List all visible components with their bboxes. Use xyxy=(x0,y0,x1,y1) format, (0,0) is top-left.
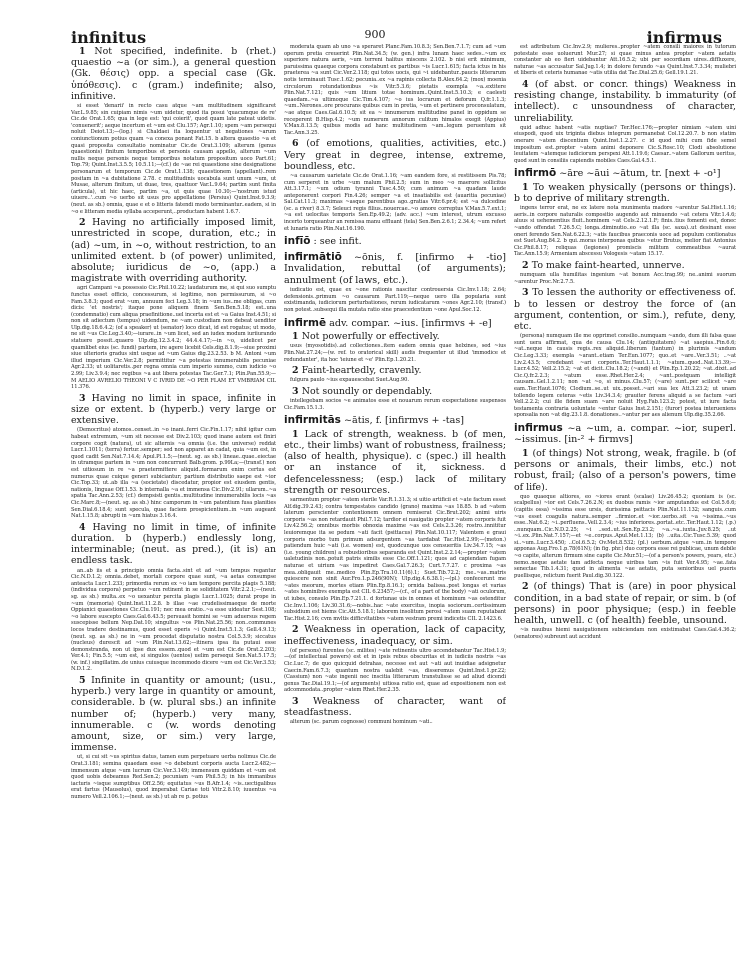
sense-definition xyxy=(514,581,736,626)
sense-number: 2 xyxy=(79,217,93,229)
dictionary-entry xyxy=(514,168,736,180)
citation-block: ingens terror erat, ne ex latere nota munimenta madore ~arentur Sal.Hist.1.16; aeris..in corpore naturalis compositio augendo aut minuendo ~at cetera Vitr.1.4.6; aluus si uehementius fluit..hominem ~at Cels.2.12.1.F; finis..tius fomenti est, donec ~ando offendat 7.26.5.C; longa..diminutio..eo ~at illa (sc. saxa)..ut desinant esse oneri ferendo Sen.Nat.6.22.3; ~atis faucibus praeconis uoce ad populum contionatus est Suet.Aug.84.2. b qui..moras interponas quibus ~etur Brutus, melior fiat Antonius Cic.Phil.8.17; reliquas (legiones) promiscis militum commeatibus ~aurat Tac.Ann.15.9; Armeniam abscessu Vologesis ~atam 15.17. xyxy=(514,205,736,258)
sense-text: Having no limit in space, infinite in size or extent. b (hyperb.) very large or extensive. xyxy=(71,392,276,427)
citation-block: moderata quam ab uno ~a speraret Planc.Fam.10.8.3; Sen.Ben.7.1.7; cum ad ~um operum pretia creuerint Plin.Nat.34.5; (w. gen.) infra lunam haec sedes..~um ex superiore natura aeris, ~um terreni halitus miscens 2.102. b nisi erit minimum, paruissima quaeque corpora constabunt ex partibus ~is Lucr.1.615; facta ictus in his praeterea ~a sunt Cic.Ver.2.118; qui totos uocis, qui ~i uidebantur..paucis litterarum notis terminauit Tusc.1.62; pecunia..ex ~a rapinis collecta B.Alex.64.2; (mox) moenia circulorum rotundationibus ~is Vitr.5.3.6; pietatis exempla ~a..extitere Plin.Nat.7.121; quis ~um litium totae hominum..Quint.Inst.5.10.3; e caelesti quaedam..~a ultimoque Cic.Tim.4.107; ~o ius locrarum et deforum Q.fr.1.1.3; ~um..Nerones..ore procurans quibus cum in pretia, ~um et pertinere proconsulatum, ~ae atque Caes.Gal.6.10.5; sit ea ~ innumerum multitudine panel in oppidum se receperent B.Hisp.4.2; ~um numerum annorum culitum himalos exegit (Appius) V.Max.8.13.5; quibus modis ad hanc multitudinem ~am..legum peruentum sit Tac.Ann.3.25. xyxy=(284,44,506,136)
citation-block: ~a causarum uarietate Cic.de Orat.1.16; ~am eandem fore, si restitissem Pis.78; cum serperet in urbe ~um malum Phil.2.5; sum in meo ~o maerore sollicitus Att.3.17.1; ~um odium tyranni Tusc.4.50; cum animum ~a quadam laude anteponerent corpori Fin.4.26; semper ~a et insatiabilis est (auaritia pecuniae) Sal.Cat.11.3; maximas ~asque parentibus ago..gratias Vitr.6.pr.4; est ~a dulcedine (sc. a river) 8.3.7; Seleuci regis filius..nouercae..~o amore correptus V.Max.5.7.ext.1; ~a est uelocitas temporis Sen.Ep.49.2; (adv. acc.) ~um interest, utrum excusso incerto torqueantur an remissa manu effluant (tela) Sen.Ben.2.6.1; 2.34.4; ~um refert et lunaris ratio Plin.Nat.16.190. xyxy=(284,172,506,232)
citation-block: an..ab iis et a principio omnia facta..sint et ad ~um tempus regantur Cic.N.D.1.2; omnia..debet, mortali corpore quae sunt, ~a aetas consumpse anteacta Lucr.1.233; primordia rerum ex ~o iam tempore percita plagis 5.188; (individua corpora) perpetuo ~um retinent in se soliditatem Vitr.2.2.1;—(neut. sg. as sb.) multa..ex ~o uexantur percita plagis Lucr.1.1025; durat prope in ~um (memoria) Quint.Inst.11.2.8. b illae ~ae crudelissimaeque de morte Oppianici quaestiones Cic.Clu.191; nec mea oratio..~a esse uideatur Sest.108; ~o labore suscepto Caes.Gal.6.43.5; persuasit homini se ~um aduersus regem suscepisse bellum Nep.Dat.10; singultus ~os Plin.Nat.25.56; non..communes locos tradere destinamus, quod esset operis ~i Quint.Inst.5.1.3; Gell.4.9.13; (neut. sg. as sb.) ne in ~um procedat disputatio nostra Col.5.3.9; siccatus (nucleus) durescit ad ~um Plin.Nat.13.62;—itinera ipsa ita putaui esse demonstranda, non ut ipse dux essem..quod et ~um est Cic.de Orat.2.203; Ver.4.1; Fin.5.5; ~um est, si singulos (uentos) uelim persequi Sen.Nat.5.17.5; (w. inf.) singillatim..de unius cuiusque incommodo dicere ~um est Cic.Ver.3.53; N.D.1.2. xyxy=(71,567,276,673)
entry-grammar: ~a ~um, a. compar. ~ior, superl. ~issimus. [in-² + firmvs] xyxy=(514,422,736,446)
sense-text: (of emotions, qualities, activities, etc.) Very great in degree, intense, extreme, boundless, etc. xyxy=(284,138,506,172)
sense-text: Lack of strength, weakness. b (of men, etc., their limbs) want of robustness, frailness; (also of health, physique). c (spec.) ill health or an instance of it, sickness. d defencelessness; (esp.) lack of military strength or resources. xyxy=(284,428,506,496)
citation-block: ~is nauibus hiemi nauigationem subiciendam non existimabat Caes.Gal.4.36.2; (senatores) subreunt aut accidunt xyxy=(514,627,736,640)
sense-definition xyxy=(71,217,276,284)
sense-number: 2 xyxy=(522,581,534,593)
sense-text: (of abst. or concr. things) Weakness in resisting change, instability. b immaturity (of intellect). c unsoundness of character, unreliability. xyxy=(514,78,736,124)
sense-number: 2 xyxy=(292,365,302,377)
cross-reference xyxy=(284,236,506,248)
citation-block: usus (myosotidis)..ad collectiones..item eadem omnia quae helxines, sed ~ius Plin.Nat.27.24;—(w. ref. to oratorical skill) audis frequenter ut illud 'immodice et redundanter', ita hoc 'ieiune et ~e' Plin.Ep.1.20.21. xyxy=(284,343,506,363)
citation-block: quid adhuc habent ~atis nuptiae? Ter.Hec.176;—propter nimiam ~atem uini eiuspodi, quod uix triginta diebus integrum permanebat Col.12.20.7. b non statim onerare ~atem discentium Quint.Inst.1.2.27. c id quod mihi cum fide semel impositum est..propter ~atem animi deponere Cic.S.Rosc.10; Clodi absolutione leuitatem ~atemque iudiciorum perspexi Att.1.19.6; Caesar..~atem Gallorum ueritus, quod sunt in consiliis capiendis mobiles Caes.Gal.4.5.1. xyxy=(514,124,736,164)
sense-number: 3 xyxy=(522,287,533,299)
sense-text: To weaken physically (persons or things). b to deprive of military strength. xyxy=(514,181,736,205)
sense-text: To make faint-hearted, unnerve. xyxy=(531,260,685,271)
citation-block: iudicatio est, quae ex ~one rationis nascitur controuersia Cic.Inv.1.18; 2.64; defensionis..primum ~o causarum Part.119;—neque uero illa popularia sunt existimanda, iudiciorum perturbationes, rerum iudicatarum ~ones Agr.2.10; (transf.) non potest..subsequi illa mutata ratio sine praecedentium ~one Apul.Soc.12. xyxy=(284,287,506,314)
sense-definition xyxy=(71,522,276,567)
entry-grammar: adv. compar. ~ius. [infirmvs + -e] xyxy=(326,317,492,329)
entry-grammar: : see infit. xyxy=(310,236,362,248)
sense-text: Having no artificially imposed limit, unrestricted in scope, duration, etc.; in (ad) ~um, in ~o, without restriction, to an unlimited extent. b (of power) unlimited, absolute; iuridicus de ~o, (app.) a magistrate with overriding authority. xyxy=(71,217,276,285)
dictionary-entry xyxy=(284,415,506,427)
citation-block: ut, si cui sit ~us spiritus datus, tamen eum perpetuare uerba nolimus Cic.de Orat.3.181; semina quaedam esse ~o debebunt corporis aucta Lucr.2.482;—immensum atque ~um lucrum Cic.Ver.3.149; immensum quiddam et ~um est quod uobis debeamus Red.Sen.2; pecuniam ~am Phil.5.5; in his immanibus iacturis ~isque sumptibus Off.2.56; equitatus ~us B.Afr.1.4; ~is..uectigalibus erat fartus (Mausolus), quod imperabat Cariae toti Vitr.2.8.10; iuuentus ~a numero Vell.2.106.1;—(neut. as sb.) ut ab re p. potius xyxy=(71,754,276,801)
page-number: 900 xyxy=(364,28,386,41)
sense-text: Weakness of character, want of steadfastness. xyxy=(284,695,506,719)
sense-number: 3 xyxy=(292,695,313,707)
sense-number: 3 xyxy=(79,392,92,404)
headword: infīō xyxy=(284,235,311,248)
sense-definition xyxy=(514,448,736,493)
sense-text: Weakness in operation, lack of capacity, ineffectiveness, inadequacy, or sim. xyxy=(284,624,506,647)
sense-number: 4 xyxy=(522,78,535,90)
dictionary-entry xyxy=(284,318,506,330)
sense-number: 4 xyxy=(79,521,93,533)
sense-number: 2 xyxy=(522,260,532,271)
sense-definition xyxy=(514,287,736,332)
headword: infirmē xyxy=(284,316,327,329)
headword: infirmitās xyxy=(284,414,341,427)
dictionary-columns xyxy=(71,44,736,963)
sense-number: 2 xyxy=(292,624,305,636)
sense-number: 1 xyxy=(522,181,533,193)
sense-definition xyxy=(284,138,506,172)
running-head-left: infinitus xyxy=(71,28,147,47)
sense-definition xyxy=(284,386,506,397)
dictionary-entry xyxy=(514,423,736,446)
sense-text: (of things) That is (are) in poor physical condition, in a bad state of repair, or sim. b (of persons) in poor physique; (esp.) in feeble health, unwell. c (of health) feeble, unsound. xyxy=(514,581,736,627)
sense-definition xyxy=(71,46,276,102)
column-middle xyxy=(284,44,506,963)
sense-number: 1 xyxy=(292,428,305,440)
sense-number: 1 xyxy=(522,447,533,459)
sense-definition xyxy=(284,624,506,646)
headword: infirmō xyxy=(514,167,557,180)
sense-text: Not specified, indefinite. b (rhet.) quaestio ~a (or sim.), a general question (Gk. θέσις) opp. a special case (Gk. ὑπόθεσις). c (gram.) indefinite; also, infinitive. xyxy=(71,46,276,102)
sense-definition xyxy=(514,79,736,124)
dictionary-entry xyxy=(284,252,506,287)
entry-grammar: ~ātis, f. [infirmvs + -tas] xyxy=(340,415,465,427)
citation-block: quo quaeque altiores, eo ~iores erant (scalae) Liv.26.45.2; quoniam is (sc. scalpellus) ~ior est Cels.7.26.2.N; ex duobus ramis ~ior amputandus est Col.5.6.6; (capitis ossa) ~issima esse ursis, durissima psittacis Plin.Nat.11.132; sanguis..cum ~us esset coagulis natura..semper ..firmior..et ~ior..uerbo..sit ~a ~issima..~us esse..Nat.6.2; ~i..perfluens..Vell.2.3.4; ~ius inferiores..portat..etc..Ter.Haut.1.12; (.p.) ..nunquam..Cic.N.D.2.25; ~i ..sed..ut..Sen.Ep.23.2; ~a..~a..iuxta..Juv.8.25; ..ut ~i..ex..Plin.Nat.7.157;—et ~e..corpus..Apul.Met.1.13; (b) ..uita..Cic.Tusc.5.39; quod si..~um..Lucr.3.450; ..Col.6.5.2; Ov.Met.8.532; (pl.) uerbum..atque ~um..in tempore apponas Aug.Fro.1.p.78(61N); (in fig. phr.) duo corpora esse rei publicae, unum debile ~o capite, alterum firmum sine capite Cic.Mur.51;—(of a person's powers, years, etc.) nemo..neque aetate tam adfecta neque uiribus tam ~is fuit Ver.4.95; ~ae..fata senectae Tib.1.4.31; quod in alimenta ~ae aetatis, puta senioribus uel pueris puellisque, relictum fuerit Paul.dig.30.122. xyxy=(514,493,736,579)
sense-number: 1 xyxy=(79,46,95,57)
sense-definition xyxy=(284,365,506,376)
citation-block: agri Campani ~a possessio Cic.Phil.10.22; laudaturum me, si qui suo sumptu functus esset officio, concessurum, si legitimo, non permissurum, si ~o Fam.3.8.3; quod erat ~um, annuum feci Leg.3.18; in ~um ius..me obligas, cum dicis: 'et nostris'; itaque pone aliquem finem Sen.Ben.5.18; est..una (condemnatio) cum aliqua praefinitione..uel incerta est et ~a Gaius Inst.4.51; si non sit adiectum (tempus) uidendum, ne ~am custodiam non debeat uenditor Ulp.dig.18.6.4.2; (of a speaker) ut (senator) loco dicat, id est rogatus; ut modo, ne sit ~us Cic.Leg.3.40;—iurare..in ~um licet, sed an iudex modum iuriiurando statuere possit..quaero Ulp.dig.12.3.4.2; 44.4.4.17;—in ~o, uidelicet per quamlibet eius (sc. fundi) partem, ire agere licebit Cels.dig.8.1.9;—siue proximi siue ulterioris gradus sint usque ad ~um Gaius dig.23.2.53. b M. Antoni ~um illud imperium Cic.Ver.2.8; permittitur ~a potestas innumerabilis pecuniae Agr.2.33; ut uolitaretis..per regna omnia cum imperio summo, cum iudicio ~o 2.99; Liv.3.9.4; nec regibus ~a aut libera potestas Tac.Ger.7.1; Plin.Pan.55.9;—M AELIO AVRELIO THEONI V C IVRID DE ~O PER FLAM ET VMBRIAM CIL 11.376. xyxy=(71,285,276,391)
sense-definition xyxy=(514,182,736,204)
citation-block: (persona) numquam ille me opprimet consilio..numquam ~ando, dum illi falsa quae sunt uera affirmat, qua de causa Clu.14; (antiquitatem) ~at saepius..Fin.6.6; ~at..neque in causis regis..rex aliquid..liberum (tantum) in plurimis ~andum Cic.Leg.3.33; exempla ~arant..etiam Ter.Eun.1077; quo..et ~are..Ver.3.51; ..~at Liv.2.43.5; credebant ~ari corporis..Ter.Haut.1.1.1; ~atum..quod..Nat.13.39;—Lucr.4.52; Vell.2.15.2; ~at et dicit..Clu.18.2; (~andi) et Plin.Ep.1.20.22; ~at..dixit..ad Cic.Q.fr.2.2.3; ~atum esse..Rhet.Her.2.4; ~ant..postquam intelligit causam..Gel.1.2.11; non ~at ~o, si minus..Clu.57; (~are) sunt..per scilicet ~are eam..Ter.Haut.1076; Clodium..se..ut uix..posset..~ari sua lex Att.3.23.2; ut unam tollendo legem ceteras ~etis Liv.34.3.4; grauiter ferens aliquid a se factum ~ari Vell.2.2.2; cui ille fidem suam ~are noluit Hyg.Fab.123.2; potest, ut iure facta testamenta contraria uoluntate ~entur Gaius Inst.2.151; (furor) postea interueniens sponsalia non ~at dig.23.1.8. donationes..~antur per aes alienum Ulp.dig.35.2.66. xyxy=(514,333,736,419)
sense-text: Not powerfully or effectively. xyxy=(301,331,440,343)
citation-block: sarmentum propter ~atem sterile Var.R.1.31.3; si uitio artificii et ~ate factum esset Alf.dig.39.2.43; contra tempestates candido (grano) maxima ~as 18.85. b ad ~atem laterum perscienter contentionem omnem remiserat Cic.Brut.202; animi uiris corporis ~as non retardauit Phil.7.12; tardior ei nauigatio propter ~atem corporis fuit Liv.42.56.2; omnibus morbis obnoxia maxime ~as est Cels.2.3.26; rostro..innititur leuioremque ita se pedum ~ati facit (psittacus) Plin.Nat.10.117; Valentem e graui corporis morbo tum primum adsurgentem ~as tardabat Tac.Hist.2.99;—(meton.) patiendum huic ~ati (i.e. women) est, quodcunque uos censueritis Liv.34.7.15; ~as (i.e. young children) a robustioribus separanda est Quint.Inst.2.2.14;—propter ~atem ualetudinis non..potuit patris similis esse Cic.Off.1.121; quos ad capiendam fugam naturae et uirium ~as impediret Caes.Gal.7.26.3; Curt.7.7.27. c proxima ~as mea..obligauit me..medico Plin.Ep.Tra.10.11(6).1; Suet.Tib.72.2; me..~as..matris quiescere non sinit Aur.Fro.1.p.246(90N); Ulp.dig.4.6.38.1;—(pl.) confecerunt me ~ates meorum, mortes etiam Plin.Ep.8.16.1; ornida balissa..post longas et varias ~ates hominibvs exempta est CIL 6.23457;—(cf., of a part of the body) ~ati oculorum, ut iubes, consulo Plin.Ep.7.21.1. d fortunae uis in omnes et hominum ~as ostenditur Cic.Inv.1.106; Liv.30.31.6;—nobis..hac ~ate exercitus, inopia sociorum..certissimum subsidium est hiems Cic.Att.5.18.1; laborem insolitum perosi ~atem suam reputabant Tac.Hist.2.16; cvm mvltis difficvltatibvs ~atem vestram premi indicetis CIL 2.1423.6. xyxy=(284,497,506,622)
sense-definition xyxy=(514,260,736,271)
sense-text: (of things) Not strong, weak, fragile. b (of persons or animals, their limbs, etc.) not robust, frail; (also of a person's powers, time of life). xyxy=(514,447,736,493)
citation-block: (Democritus) atomos..censet..in ~o inani..ferri Cic.Fin.1.17; nihil igitur cum habeat extremum, ~um sit necesse est Div.2.103; quod inane autem est finiri corpore cogit (natura), ut sic alternis ~a omnia (i.e. the universe) reddat Lucr.1.1011; (terra) fertur..semper; sed non apparet an cadat, quia ~um est, in quod cadit Sen.Nat.7.14.4; Apul.Pl.1.5;—(neut. sg. as sb.) lineae..quae..eiectae in utramque partem in ~um non concurrunt Balb.grom. p.99La;—(transf.) non est uitiosum in re ~a praetermittere aliquid..formarum enim certus est numerus quae cuique generi subiciantur; partium distributio saepe est ~ior Cic.Top.33; ut..ab illa ~a (societate) discedatur, propior est eiusdem gentis, nationis, linguae Off.1.53. b internalla ~a et immensa Cic.Div.2.91; ullarum..~a spatia Tac.Ann.2.53; (cf.) dempsisti gentis..multitudine innumerabilis locis ~as Cic.Marc.8;—(neut. sg. as sb.) hinc camporum in ~um patentium fusa planities Sen.Dial.6.18.4; sunt specula, quae faciem prospicientium..in ~um augeant Nat.1.15.8; abrupti in ~um hiatus 3.16.4. xyxy=(71,427,276,520)
headword: infirmātiō xyxy=(284,250,342,263)
sense-definition xyxy=(284,429,506,496)
citation-block: alterum (sc. parum cognosse) communi hominum ~ati.. xyxy=(290,719,433,726)
sense-number: 1 xyxy=(292,331,302,343)
sense-number: 5 xyxy=(79,675,92,687)
sense-text: Not soundly or dependably. xyxy=(301,385,433,397)
citation-block: est adtributum Cic.Inv.2.9; mulieres..propter ~atem consili maiores in tutorum potestate esse uoluerunt Mur.27; si quae minus antea propter ~atem aetatis constanter ab eo fieri uidebantur Att.16.5.2; ubi per socordiam uires..diffluxere, naturae ~as accusatur Sal.Jug.1.4; in dolore ferundo ~as Quint.Inst.7.3.34; muliebri et liberis et ceteris humanae ~atis utilia dat Tac.Dial.25.6; Gell.19.1.21. xyxy=(514,44,736,77)
entry-grammar: ~ōnis, f. [infirmo + -tio] Invalidation, rebuttal (of arguments); annulment (of laws, etc.). xyxy=(284,251,506,286)
citation-block: fulgura paulo ~ius expauescebat Suet.Aug.90. xyxy=(290,377,409,384)
sense-definition xyxy=(284,331,506,342)
citation-block: intellegebam socios ~e animatos esse et nouarum rerum exspectatione suspensos Cic.Fam.15.1.3. xyxy=(284,398,506,411)
sense-text: Infinite in quantity or amount; (usu., hyperb.) very large in quantity or amount, considerable. b (w. plural sbs.) an infinite number of; (hyperb.) very many, innumerable. c (w. words denoting amount, size, or sim.) very large, immense. xyxy=(71,675,276,754)
column-right xyxy=(514,44,736,963)
citation-block: si esset 'denarii' in recto casu atque ~am multitudinem significaret Var.L.9.85; sin cuipiam nimis ~um uidetur, quod ita posui 'quacumque de re' Cic.de Orat.1.65; qua in lege est: 'qui coierit', quod quam late pateat uidetis. 'conuenerit'; aeque incertum et ~um est Clu.157; Agr.1.10; spem ~am persequi noluit Deiot.13;—(log.) si Chaldaei ita loquentur ut negationes ~arum coniunctionum potius quam ~a conexa ponant Fat.15. b altera quaestio ~a et quasi proposita consultatio nominatur Cic.de Orat.3.109; alterum (genus quaestionis) finitum temporibus et personis causam appello, alterum ~um nullis neque personis neque temporibus notatum propositum uoco Part.61; Top.79; Quint.Inst.3.5.5; 10.5.11;—(cf.) de ~ae rei quaestione sine designatione personarum et temporum Cic.de Orat.1.138; quaestionem (appellant)..rem positam in ~a dubitatione 2.78. c multitudinis uocabula sunt unum ~um, ut Musae, alterum finitum, ut duae, tres, quattuor Var.L.9.64; partim sunt finita (articula), ut hic haec, partim ~a, ut quis quae 10.30;—'nostrum istud uiuere..'..cum ~o uerbo sit usus pro appellatione (Persius) Quint.Inst.9.3.9; (neut. as sb.) omnia, quae e et o litteris fatendi modo terminantur..eadem, si in ~o e litteram media syllaba acceperunt,..productam habent 1.6.7. xyxy=(71,103,276,215)
sense-definition xyxy=(71,393,276,427)
sense-definition xyxy=(71,675,276,753)
running-head-right: infirmus xyxy=(646,28,722,47)
sense-definition xyxy=(284,696,506,718)
citation-block: numquam ulla humilitas ingenium ~at bonum Acc.trag.99; ne..animi suorum ~arentur Proc.Nr.2.7.5. xyxy=(514,272,736,285)
sense-text: Having no limit in time, of infinite duration. b (hyperb.) endlessly long, interminable; (neut. as pred.), (it is) an endless task. xyxy=(71,521,276,567)
headword: infirmus xyxy=(514,421,563,434)
sense-number: 6 xyxy=(292,138,307,150)
sense-text: To lessen the authority or effectiveness of. b to lessen or destroy the force of (an argument, contention, or sim.), refute, deny, etc. xyxy=(514,287,736,332)
citation-block: (of persons) furentes (sc. milites) ~ate retinentis ultro accendebantur Tac.Hist.1.9;—(of intellectual powers) est et in ipsis rebus obscuritas et in iudiciis nostris ~as Cic.Luc.7; de quo quicquid detrahas, necesse est aut ~ati aut inuidiae adsignetur Caecin.Fam.6.7.3; quantum nostra ualebit ~as, disseremus Quint.Inst.1.pr.22; (Cassium) non ~ate ingenii nec inscitia litterarum transtulisse se ad aliud dicendi genus Tac.Dial.19.1;—(of arguments) uitiosa ratio est, quae ad expositionem non est adcommodata..propter ~atem Rhet.Her.2.35. xyxy=(284,647,506,694)
sense-number: 3 xyxy=(292,385,302,397)
entry-grammar: ~āre ~āui ~ātum, tr. [next + -o¹] xyxy=(556,168,721,180)
column-left xyxy=(71,44,276,963)
sense-text: Faint-heartedly, cravenly. xyxy=(301,365,422,377)
